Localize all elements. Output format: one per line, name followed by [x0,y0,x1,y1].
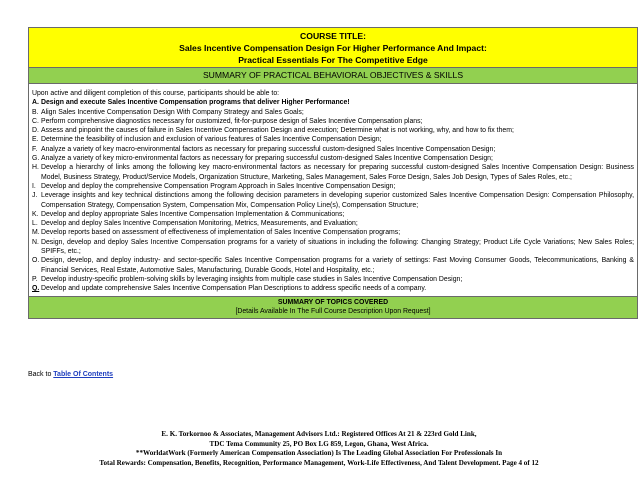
objective-key: F. [32,145,38,153]
objective-text: Develop reports based on assessment of effectiveness of implementation of Sales Incentive Compensation programs; [41,229,401,237]
objective-item [32,154,634,163]
footer-line-4: Total Rewards: Compensation, Benefits, Recognition, Performance Management, Work-Life Effectiveness, And Talent Development. Page 4 of 12 [99,458,539,467]
objective-key: J. [32,192,38,200]
objective-item [32,163,634,182]
page-footer [0,430,638,468]
objective-key: K. [32,210,39,218]
objective-item [32,117,634,126]
objective-item [32,108,634,117]
objective-key: H. [32,164,39,172]
objectives-intro: Upon active and diligent completion of this course, participants should be able to: [32,90,280,97]
objective-item [32,228,634,237]
objective-key: L. [32,220,38,228]
objective-key: B. [32,108,39,116]
objective-text: Develop a hierarchy of links among the following key macro-environmental factors as necessary for preparing successful custom-designed Sales Incentive Compensation Design: Business Model, Business Strategy, Product/Service Models, Organization Structure, Marketing, Sales Management, Sales Force Design, Sales Job Design, Types of Sales Roles, etc.; [41,164,634,181]
objective-item [32,256,634,275]
topics-band [29,297,637,318]
objective-key: O. [32,257,40,265]
objective-text: Develop and deploy the comprehensive Compensation Program Approach in Sales Incentive Compensation Design; [41,182,396,190]
objective-key: G. [32,155,40,163]
topics-note: [Details Available In The Full Course Description Upon Request] [235,308,431,316]
objectives-list [32,98,634,293]
objective-key: C. [32,117,39,125]
objective-text: Develop and deploy appropriate Sales Incentive Compensation Implementation & Communications; [41,210,345,218]
objective-text: Design and execute Sales Incentive Compensation programs that deliver Higher Performance! [41,99,350,107]
course-title-line-2: Practical Essentials For The Competitive Edge [238,55,428,65]
objective-text: Design, develop and deploy Sales Incentive Compensation programs for a variety of situations in including the following: Changing Strategy; Product Life Cycle Variations; New Sales Roles; SPIFFs, etc.; [41,238,634,256]
objective-key: N. [32,238,39,246]
objective-text: Develop and deploy Sales Incentive Compensation Monitoring, Metrics, Measurements, and Evaluation; [41,220,358,228]
objective-item [32,98,634,107]
table-of-contents-link[interactable]: Table Of Contents [53,371,114,378]
objective-key: Q. [32,285,40,293]
objective-text: Leverage insights and key technical distinctions among the following decision parameters in developing superior customized Sales Incentive Compensation Design: Compensation Philosophy, Compensation Strategy, Compensation System, Compensation Mix, Compensation Policy Line(s), Compensation Structure; [41,192,634,209]
objective-item [32,182,634,191]
objectives-body [29,84,637,297]
objective-item [32,210,634,219]
footer-line-2: TDC Tema Community 25, PO Box LG 859, Legon, Ghana, West Africa. [209,439,429,448]
objective-item [32,219,634,228]
objectives-heading: SUMMARY OF PRACTICAL BEHAVIORAL OBJECTIVES & SKILLS [29,68,637,84]
course-summary-table [28,27,638,319]
objective-item [32,145,634,154]
objective-item [32,126,634,135]
objective-item [32,238,634,257]
objective-text: Perform comprehensive diagnostics necessary for customized, fit-for-purpose design of Sales Incentive Compensation plans; [41,117,423,125]
objective-key: P. [32,275,38,283]
objective-item [32,191,634,210]
objective-text: Align Sales Incentive Compensation Design With Company Strategy and Sales Goals; [41,108,304,116]
course-title-band [29,28,637,68]
objective-text: Develop industry-specific problem-solving skills by leveraging insights from multiple case studies in Sales Incentive Compensation Design; [41,275,463,283]
footer-line-3: **WorldatWork (Formerly American Compensation Association) Is The Leading Global Association For Professionals In [135,449,503,458]
objective-text: Analyze a variety of key micro-environmental factors as necessary for preparing successful custom-designed Sales Incentive Compensation Design; [41,155,493,163]
objective-key: M. [32,229,40,237]
objective-text: Design, develop, and deploy industry- and sector-specific Sales Incentive Compensation programs for a variety of settings: Fast Moving Consumer Goods, Telecommunications, Banking & Financial Services, Real Estate, Automotive Sales, Manufacturing, Durable Goods, Hotel and Hospitality, etc.; [41,257,634,274]
objective-key: A. [32,99,39,107]
footer-line-1: E. K. Torkornoo & Associates, Management Advisors Ltd.: Registered Offices At 21 & 223rd Gold Link, [161,430,477,438]
objective-text: Analyze a variety of key macro-environmental factors as necessary for preparing successful custom-designed Sales Incentive Compensation Design; [41,145,496,153]
objective-key: E. [32,136,39,144]
objective-text: Assess and pinpoint the causes of failure in Sales Incentive Compensation Design and execution; Determine what is not working, why, and how to fix them; [41,127,514,135]
course-title-label: COURSE TITLE: [300,31,366,41]
objective-key: D. [32,127,39,135]
objective-key: I. [32,182,36,190]
objective-item [32,275,634,284]
objective-item [32,135,634,144]
back-to-toc [28,371,113,378]
objective-text: Develop and update comprehensive Sales Incentive Compensation Plan Descriptions to address specific needs of a company. [41,285,427,293]
objective-text: Determine the feasibility of inclusion and exclusion of various features of Sales Incentive Compensation Design; [41,136,382,144]
topics-heading: SUMMARY OF TOPICS COVERED [277,298,389,306]
course-title-line-1: Sales Incentive Compensation Design For Higher Performance And Impact: [179,43,487,53]
back-prefix: Back to [28,371,54,378]
objective-item [32,284,634,293]
